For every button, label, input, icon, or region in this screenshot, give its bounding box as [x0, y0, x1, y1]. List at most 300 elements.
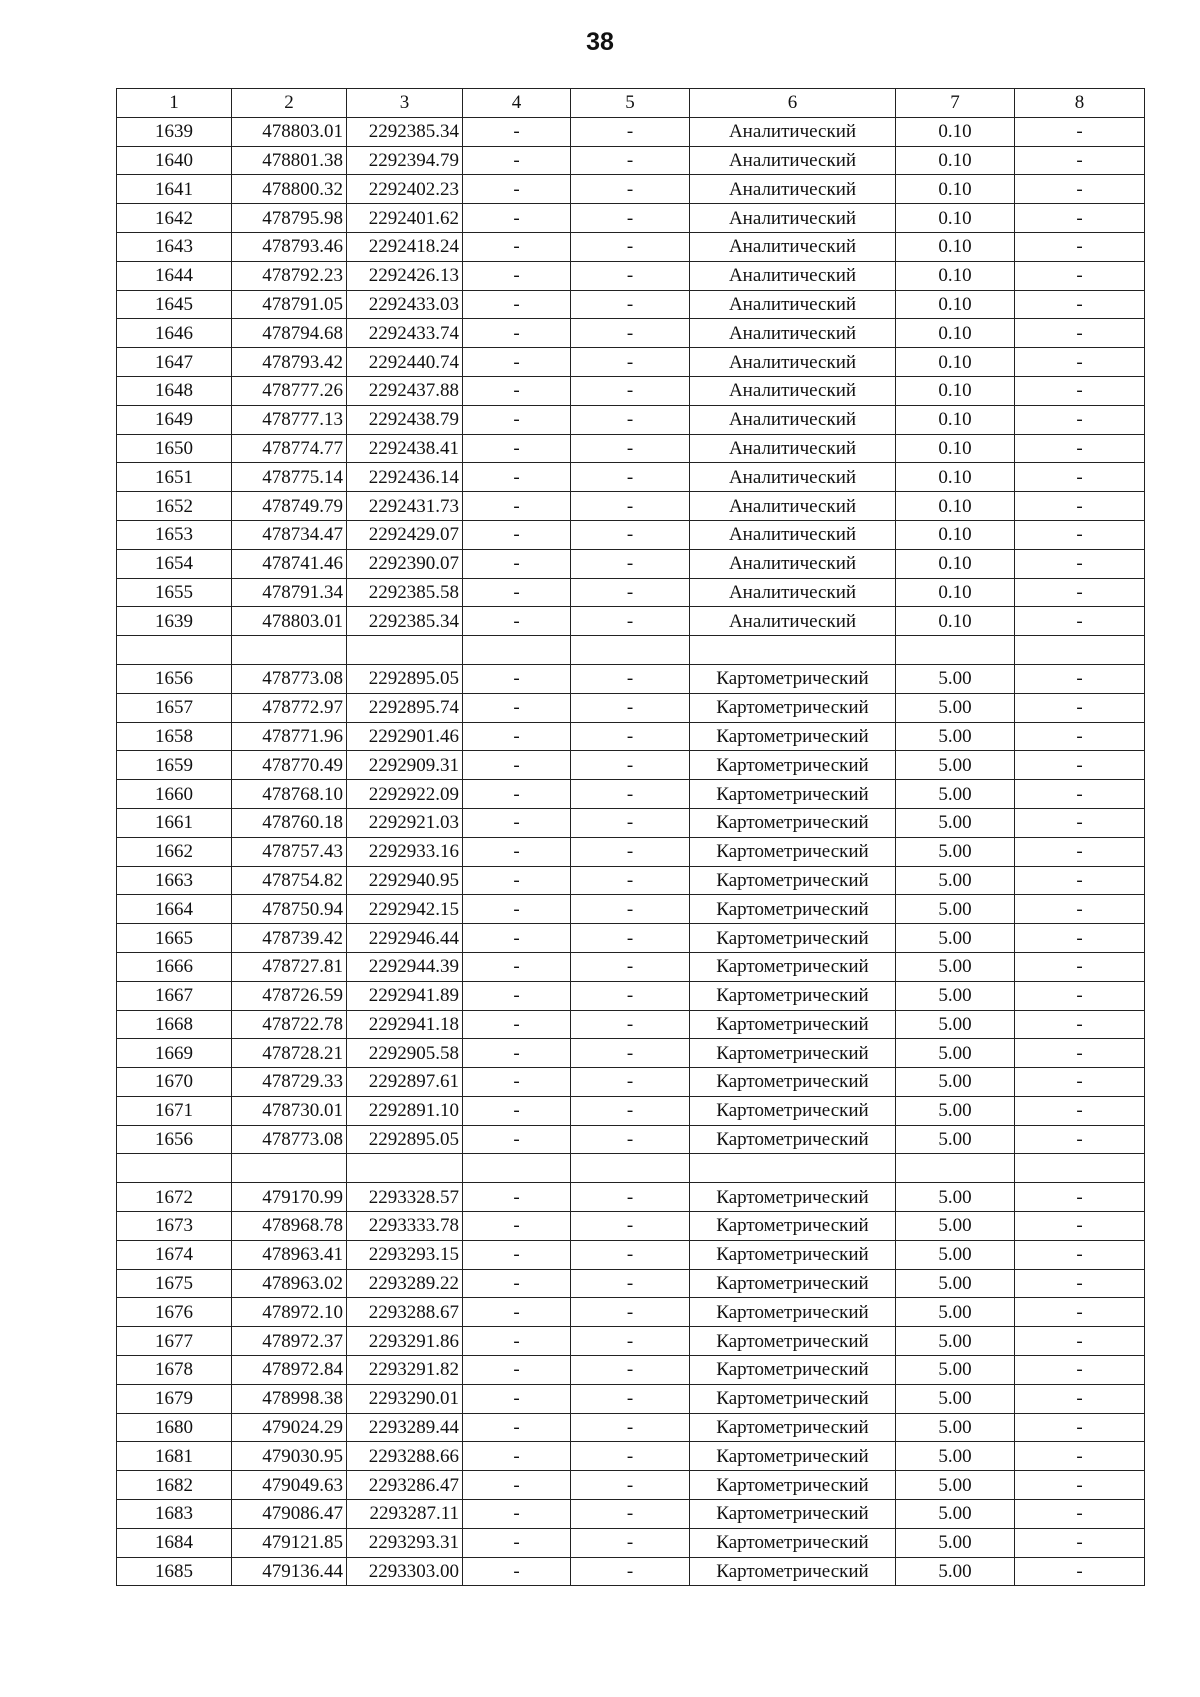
column-4-cell: - — [463, 693, 571, 722]
column-5-cell: - — [571, 1039, 690, 1068]
table-row — [117, 895, 1145, 924]
column-5-cell: - — [571, 693, 690, 722]
table-row — [117, 808, 1145, 837]
column-5-cell: - — [571, 405, 690, 434]
y-coordinate-cell: 2292944.39 — [347, 952, 463, 981]
y-coordinate-cell: 2292433.74 — [347, 319, 463, 348]
accuracy-cell: 5.00 — [896, 837, 1015, 866]
point-number-cell: 1656 — [117, 1125, 232, 1154]
y-coordinate-cell: 2292941.89 — [347, 981, 463, 1010]
y-coordinate-cell — [347, 636, 463, 665]
column-5-cell: - — [571, 1356, 690, 1385]
x-coordinate-cell: 478773.08 — [232, 664, 347, 693]
column-4-cell: - — [463, 981, 571, 1010]
column-8-cell: - — [1015, 1068, 1145, 1097]
point-number-cell: 1659 — [117, 751, 232, 780]
x-coordinate-cell: 479121.85 — [232, 1528, 347, 1557]
column-8-cell: - — [1015, 232, 1145, 261]
x-coordinate-cell: 478793.46 — [232, 232, 347, 261]
point-number-cell: 1682 — [117, 1471, 232, 1500]
column-5-cell: - — [571, 1500, 690, 1529]
x-coordinate-cell: 478774.77 — [232, 434, 347, 463]
x-coordinate-cell: 478728.21 — [232, 1039, 347, 1068]
point-number-cell: 1648 — [117, 376, 232, 405]
table-header-row — [117, 89, 1145, 118]
column-8-cell: - — [1015, 1010, 1145, 1039]
column-5-cell: - — [571, 866, 690, 895]
accuracy-cell: 5.00 — [896, 1327, 1015, 1356]
column-4-cell: - — [463, 1327, 571, 1356]
column-4-cell: - — [463, 1039, 571, 1068]
x-coordinate-cell: 479170.99 — [232, 1183, 347, 1212]
x-coordinate-cell: 478777.13 — [232, 405, 347, 434]
column-8-cell — [1015, 1154, 1145, 1183]
column-8-cell: - — [1015, 808, 1145, 837]
accuracy-cell: 5.00 — [896, 1068, 1015, 1097]
column-header: 8 — [1015, 89, 1145, 118]
table-row — [117, 693, 1145, 722]
column-8-cell: - — [1015, 1384, 1145, 1413]
table-row — [117, 146, 1145, 175]
column-4-cell: - — [463, 549, 571, 578]
point-number-cell: 1655 — [117, 578, 232, 607]
method-cell: Картометрический — [690, 837, 896, 866]
column-8-cell: - — [1015, 175, 1145, 204]
method-cell: Картометрический — [690, 751, 896, 780]
table-row — [117, 1125, 1145, 1154]
column-4-cell: - — [463, 1183, 571, 1212]
accuracy-cell: 5.00 — [896, 1413, 1015, 1442]
accuracy-cell: 0.10 — [896, 434, 1015, 463]
y-coordinate-cell: 2292922.09 — [347, 780, 463, 809]
column-8-cell: - — [1015, 1212, 1145, 1241]
column-8-cell: - — [1015, 146, 1145, 175]
accuracy-cell: 0.10 — [896, 463, 1015, 492]
point-number-cell: 1644 — [117, 261, 232, 290]
table-row — [117, 837, 1145, 866]
column-5-cell: - — [571, 492, 690, 521]
column-8-cell: - — [1015, 1039, 1145, 1068]
point-number-cell: 1643 — [117, 232, 232, 261]
column-4-cell: - — [463, 1298, 571, 1327]
method-cell: Картометрический — [690, 1010, 896, 1039]
method-cell: Картометрический — [690, 1068, 896, 1097]
y-coordinate-cell: 2292901.46 — [347, 722, 463, 751]
column-4-cell: - — [463, 117, 571, 146]
accuracy-cell — [896, 1154, 1015, 1183]
point-number-cell: 1640 — [117, 146, 232, 175]
column-8-cell: - — [1015, 722, 1145, 751]
x-coordinate-cell: 478803.01 — [232, 117, 347, 146]
column-8-cell: - — [1015, 1298, 1145, 1327]
column-8-cell: - — [1015, 664, 1145, 693]
table-row — [117, 1384, 1145, 1413]
column-4-cell: - — [463, 780, 571, 809]
table-row — [117, 492, 1145, 521]
point-number-cell: 1663 — [117, 866, 232, 895]
method-cell: Аналитический — [690, 376, 896, 405]
column-5-cell: - — [571, 175, 690, 204]
point-number-cell: 1671 — [117, 1096, 232, 1125]
method-cell: Картометрический — [690, 1212, 896, 1241]
column-5-cell: - — [571, 1240, 690, 1269]
accuracy-cell: 5.00 — [896, 924, 1015, 953]
table-row — [117, 348, 1145, 377]
x-coordinate-cell: 478773.08 — [232, 1125, 347, 1154]
accuracy-cell: 0.10 — [896, 492, 1015, 521]
column-5-cell: - — [571, 1010, 690, 1039]
column-8-cell: - — [1015, 549, 1145, 578]
table-row — [117, 232, 1145, 261]
point-number-cell: 1650 — [117, 434, 232, 463]
y-coordinate-cell: 2292394.79 — [347, 146, 463, 175]
x-coordinate-cell: 479024.29 — [232, 1413, 347, 1442]
accuracy-cell: 0.10 — [896, 175, 1015, 204]
y-coordinate-cell: 2292933.16 — [347, 837, 463, 866]
column-8-cell: - — [1015, 952, 1145, 981]
point-number-cell: 1676 — [117, 1298, 232, 1327]
column-5-cell: - — [571, 463, 690, 492]
y-coordinate-cell: 2292940.95 — [347, 866, 463, 895]
accuracy-cell: 5.00 — [896, 722, 1015, 751]
x-coordinate-cell: 478801.38 — [232, 146, 347, 175]
x-coordinate-cell: 478730.01 — [232, 1096, 347, 1125]
column-5-cell: - — [571, 952, 690, 981]
column-4-cell: - — [463, 319, 571, 348]
method-cell: Аналитический — [690, 463, 896, 492]
accuracy-cell: 0.10 — [896, 348, 1015, 377]
x-coordinate-cell: 479030.95 — [232, 1442, 347, 1471]
x-coordinate-cell: 478754.82 — [232, 866, 347, 895]
accuracy-cell: 5.00 — [896, 1010, 1015, 1039]
column-4-cell: - — [463, 232, 571, 261]
method-cell: Аналитический — [690, 117, 896, 146]
column-5-cell: - — [571, 1471, 690, 1500]
method-cell — [690, 1154, 896, 1183]
column-4-cell: - — [463, 1413, 571, 1442]
column-8-cell: - — [1015, 1471, 1145, 1500]
accuracy-cell: 5.00 — [896, 1240, 1015, 1269]
table-row — [117, 664, 1145, 693]
point-number-cell: 1639 — [117, 117, 232, 146]
point-number-cell: 1641 — [117, 175, 232, 204]
column-4-cell: - — [463, 261, 571, 290]
point-number-cell: 1667 — [117, 981, 232, 1010]
table-row — [117, 319, 1145, 348]
table-row — [117, 751, 1145, 780]
column-4-cell — [463, 636, 571, 665]
column-8-cell: - — [1015, 405, 1145, 434]
column-4-cell: - — [463, 866, 571, 895]
column-5-cell: - — [571, 232, 690, 261]
column-8-cell: - — [1015, 1125, 1145, 1154]
x-coordinate-cell: 478963.41 — [232, 1240, 347, 1269]
accuracy-cell: 5.00 — [896, 952, 1015, 981]
column-4-cell: - — [463, 837, 571, 866]
y-coordinate-cell: 2293288.67 — [347, 1298, 463, 1327]
x-coordinate-cell: 478800.32 — [232, 175, 347, 204]
column-4-cell: - — [463, 722, 571, 751]
column-5-cell: - — [571, 434, 690, 463]
column-5-cell: - — [571, 549, 690, 578]
column-4-cell: - — [463, 290, 571, 319]
column-4-cell: - — [463, 664, 571, 693]
column-4-cell: - — [463, 578, 571, 607]
column-4-cell: - — [463, 348, 571, 377]
method-cell: Картометрический — [690, 664, 896, 693]
column-4-cell: - — [463, 1528, 571, 1557]
table-row — [117, 376, 1145, 405]
table-row — [117, 261, 1145, 290]
x-coordinate-cell: 478750.94 — [232, 895, 347, 924]
accuracy-cell: 5.00 — [896, 1500, 1015, 1529]
table-row — [117, 549, 1145, 578]
table-row — [117, 405, 1145, 434]
x-coordinate-cell: 479086.47 — [232, 1500, 347, 1529]
column-4-cell: - — [463, 1269, 571, 1298]
y-coordinate-cell: 2292942.15 — [347, 895, 463, 924]
accuracy-cell: 5.00 — [896, 866, 1015, 895]
column-5-cell: - — [571, 780, 690, 809]
column-5-cell — [571, 1154, 690, 1183]
column-8-cell: - — [1015, 1269, 1145, 1298]
point-number-cell: 1652 — [117, 492, 232, 521]
table-row — [117, 1500, 1145, 1529]
method-cell: Картометрический — [690, 1269, 896, 1298]
y-coordinate-cell: 2292436.14 — [347, 463, 463, 492]
column-5-cell: - — [571, 895, 690, 924]
point-number-cell: 1673 — [117, 1212, 232, 1241]
x-coordinate-cell: 478757.43 — [232, 837, 347, 866]
method-cell: Картометрический — [690, 1500, 896, 1529]
column-5-cell: - — [571, 204, 690, 233]
accuracy-cell: 5.00 — [896, 981, 1015, 1010]
point-number-cell: 1645 — [117, 290, 232, 319]
point-number-cell: 1639 — [117, 607, 232, 636]
method-cell: Картометрический — [690, 1384, 896, 1413]
column-8-cell: - — [1015, 1413, 1145, 1442]
column-8-cell: - — [1015, 348, 1145, 377]
column-5-cell: - — [571, 924, 690, 953]
method-cell: Картометрический — [690, 1413, 896, 1442]
column-5-cell: - — [571, 348, 690, 377]
accuracy-cell: 5.00 — [896, 693, 1015, 722]
column-4-cell: - — [463, 1212, 571, 1241]
table-row — [117, 1240, 1145, 1269]
point-number-cell: 1642 — [117, 204, 232, 233]
column-5-cell: - — [571, 1212, 690, 1241]
column-4-cell: - — [463, 1068, 571, 1097]
point-number-cell: 1669 — [117, 1039, 232, 1068]
column-5-cell: - — [571, 1442, 690, 1471]
column-4-cell: - — [463, 1010, 571, 1039]
method-cell: Картометрический — [690, 895, 896, 924]
table-row — [117, 952, 1145, 981]
point-number-cell: 1674 — [117, 1240, 232, 1269]
method-cell: Аналитический — [690, 578, 896, 607]
method-cell: Картометрический — [690, 1356, 896, 1385]
x-coordinate-cell: 478734.47 — [232, 520, 347, 549]
column-header: 5 — [571, 89, 690, 118]
point-number-cell: 1680 — [117, 1413, 232, 1442]
x-coordinate-cell: 478749.79 — [232, 492, 347, 521]
y-coordinate-cell: 2292438.79 — [347, 405, 463, 434]
y-coordinate-cell: 2292921.03 — [347, 808, 463, 837]
column-4-cell — [463, 1154, 571, 1183]
point-number-cell: 1660 — [117, 780, 232, 809]
x-coordinate-cell: 478791.34 — [232, 578, 347, 607]
method-cell: Аналитический — [690, 405, 896, 434]
column-4-cell: - — [463, 520, 571, 549]
y-coordinate-cell: 2292390.07 — [347, 549, 463, 578]
point-number-cell: 1666 — [117, 952, 232, 981]
x-coordinate-cell: 478729.33 — [232, 1068, 347, 1097]
column-5-cell: - — [571, 319, 690, 348]
column-8-cell: - — [1015, 895, 1145, 924]
table-row — [117, 1010, 1145, 1039]
accuracy-cell: 5.00 — [896, 1442, 1015, 1471]
method-cell: Картометрический — [690, 1471, 896, 1500]
column-4-cell: - — [463, 1384, 571, 1413]
column-8-cell: - — [1015, 578, 1145, 607]
y-coordinate-cell: 2292905.58 — [347, 1039, 463, 1068]
method-cell: Аналитический — [690, 232, 896, 261]
x-coordinate-cell: 478803.01 — [232, 607, 347, 636]
table-row — [117, 290, 1145, 319]
column-4-cell: - — [463, 492, 571, 521]
table-row — [117, 1528, 1145, 1557]
y-coordinate-cell: 2292895.74 — [347, 693, 463, 722]
x-coordinate-cell: 478739.42 — [232, 924, 347, 953]
column-8-cell: - — [1015, 1500, 1145, 1529]
table-row — [117, 204, 1145, 233]
column-4-cell: - — [463, 1500, 571, 1529]
accuracy-cell: 5.00 — [896, 808, 1015, 837]
x-coordinate-cell: 479049.63 — [232, 1471, 347, 1500]
method-cell: Аналитический — [690, 348, 896, 377]
y-coordinate-cell: 2292431.73 — [347, 492, 463, 521]
point-number-cell: 1664 — [117, 895, 232, 924]
x-coordinate-cell: 478792.23 — [232, 261, 347, 290]
column-5-cell: - — [571, 722, 690, 751]
column-5-cell: - — [571, 607, 690, 636]
column-5-cell: - — [571, 146, 690, 175]
y-coordinate-cell: 2292385.34 — [347, 117, 463, 146]
point-number-cell: 1683 — [117, 1500, 232, 1529]
column-8-cell: - — [1015, 1183, 1145, 1212]
accuracy-cell: 5.00 — [896, 1039, 1015, 1068]
point-number-cell: 1685 — [117, 1557, 232, 1586]
y-coordinate-cell: 2292897.61 — [347, 1068, 463, 1097]
column-5-cell: - — [571, 751, 690, 780]
point-number-cell: 1668 — [117, 1010, 232, 1039]
y-coordinate-cell: 2292437.88 — [347, 376, 463, 405]
accuracy-cell: 0.10 — [896, 549, 1015, 578]
method-cell: Картометрический — [690, 924, 896, 953]
accuracy-cell: 5.00 — [896, 1298, 1015, 1327]
y-coordinate-cell: 2292418.24 — [347, 232, 463, 261]
table-row — [117, 866, 1145, 895]
x-coordinate-cell: 478771.96 — [232, 722, 347, 751]
x-coordinate-cell: 478972.84 — [232, 1356, 347, 1385]
table-row — [117, 1154, 1145, 1183]
accuracy-cell: 5.00 — [896, 780, 1015, 809]
column-4-cell: - — [463, 924, 571, 953]
method-cell: Картометрический — [690, 780, 896, 809]
x-coordinate-cell: 478768.10 — [232, 780, 347, 809]
method-cell: Аналитический — [690, 549, 896, 578]
y-coordinate-cell: 2293290.01 — [347, 1384, 463, 1413]
y-coordinate-cell: 2292909.31 — [347, 751, 463, 780]
column-8-cell: - — [1015, 1356, 1145, 1385]
method-cell: Картометрический — [690, 722, 896, 751]
column-8-cell: - — [1015, 866, 1145, 895]
table-row — [117, 1183, 1145, 1212]
column-4-cell: - — [463, 1096, 571, 1125]
column-4-cell: - — [463, 1125, 571, 1154]
table-row — [117, 607, 1145, 636]
x-coordinate-cell: 478726.59 — [232, 981, 347, 1010]
method-cell: Картометрический — [690, 1327, 896, 1356]
point-number-cell: 1657 — [117, 693, 232, 722]
method-cell: Аналитический — [690, 204, 896, 233]
y-coordinate-cell: 2292891.10 — [347, 1096, 463, 1125]
method-cell: Картометрический — [690, 808, 896, 837]
x-coordinate-cell: 478741.46 — [232, 549, 347, 578]
y-coordinate-cell: 2292401.62 — [347, 204, 463, 233]
method-cell: Аналитический — [690, 607, 896, 636]
accuracy-cell: 0.10 — [896, 405, 1015, 434]
accuracy-cell: 0.10 — [896, 204, 1015, 233]
column-8-cell: - — [1015, 837, 1145, 866]
point-number-cell: 1653 — [117, 520, 232, 549]
column-5-cell: - — [571, 117, 690, 146]
accuracy-cell: 0.10 — [896, 520, 1015, 549]
table-row — [117, 463, 1145, 492]
table-row — [117, 1068, 1145, 1097]
column-8-cell: - — [1015, 607, 1145, 636]
column-8-cell: - — [1015, 924, 1145, 953]
y-coordinate-cell: 2292426.13 — [347, 261, 463, 290]
column-5-cell: - — [571, 837, 690, 866]
accuracy-cell: 5.00 — [896, 1557, 1015, 1586]
column-8-cell: - — [1015, 1096, 1145, 1125]
column-4-cell: - — [463, 1240, 571, 1269]
accuracy-cell: 5.00 — [896, 1528, 1015, 1557]
y-coordinate-cell: 2292946.44 — [347, 924, 463, 953]
y-coordinate-cell: 2292429.07 — [347, 520, 463, 549]
x-coordinate-cell: 478794.68 — [232, 319, 347, 348]
table-row — [117, 1442, 1145, 1471]
point-number-cell — [117, 1154, 232, 1183]
column-8-cell: - — [1015, 751, 1145, 780]
column-4-cell: - — [463, 1356, 571, 1385]
method-cell: Картометрический — [690, 1557, 896, 1586]
column-5-cell: - — [571, 376, 690, 405]
table-row — [117, 636, 1145, 665]
column-5-cell: - — [571, 808, 690, 837]
column-8-cell: - — [1015, 319, 1145, 348]
y-coordinate-cell: 2292385.34 — [347, 607, 463, 636]
accuracy-cell: 5.00 — [896, 1269, 1015, 1298]
accuracy-cell: 0.10 — [896, 376, 1015, 405]
column-header: 7 — [896, 89, 1015, 118]
y-coordinate-cell: 2292895.05 — [347, 1125, 463, 1154]
method-cell: Картометрический — [690, 1298, 896, 1327]
y-coordinate-cell: 2292440.74 — [347, 348, 463, 377]
table-row — [117, 1269, 1145, 1298]
table-row — [117, 1298, 1145, 1327]
